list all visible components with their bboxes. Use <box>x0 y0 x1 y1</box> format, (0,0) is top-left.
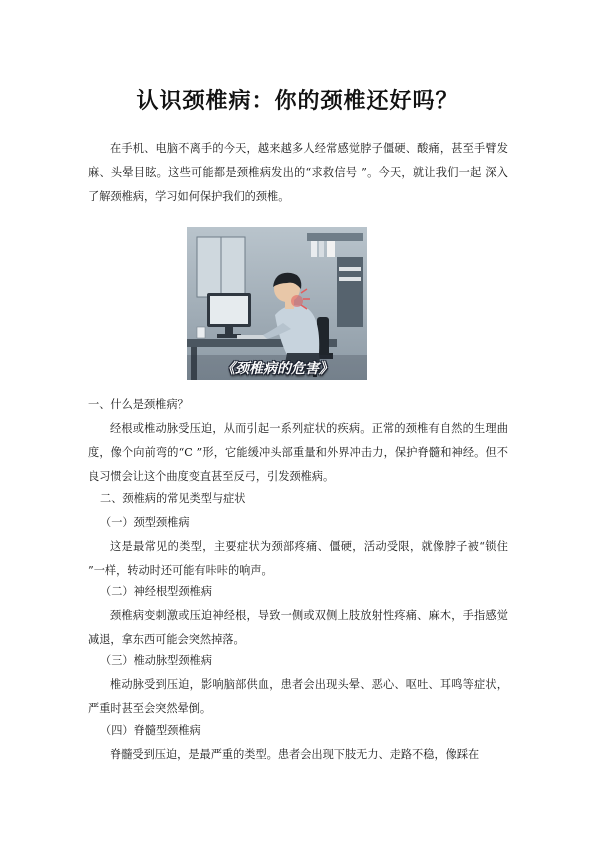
subsection-heading-4: （四）脊髓型颈椎病 <box>100 724 201 737</box>
subsection-heading-2: （二）神经根型颈椎病 <box>100 585 212 598</box>
subsection-3-body: 椎动脉受到压迫，影响脑部供血，患者会出现头晕、恶心、呕吐、耳鸣等症状，严重时甚至会突然晕倒。 <box>88 678 508 715</box>
article-illustration <box>187 227 367 380</box>
illustration-caption: 《颈椎病的危害》 <box>221 361 333 377</box>
section-1-body: 经根或椎动脉受压迫，从而引起一系列症状的疾病。正常的颈椎有自然的生理曲度，像个向前弯的“C ”形，它能缓冲头部重量和外界冲击力，保护脊髓和神经。但不良习惯会让这个曲度变直甚至反弓，引发颈椎病。 <box>88 422 508 483</box>
subsection-2-body: 颈椎病变刺激或压迫神经根，导致一侧或双侧上肢放射性疼痛、麻木，手指感觉减退，拿东西可能会突然掉落。 <box>88 609 508 646</box>
section-heading-2: 二、颈椎病的常见类型与症状 <box>100 492 246 505</box>
document-title: 认识颈椎病：你的颈椎还好吗？ <box>136 88 459 114</box>
subsection-1-body: 这是最常见的类型，主要症状为颈部疼痛、僵硬，活动受限，就像脖子被“锁住 ”一样，转动时还可能有咔咔的响声。 <box>88 540 508 577</box>
subsection-heading-1: （一）颈型颈椎病 <box>100 516 190 529</box>
subsection-4-body: 脊髓受到压迫，是最严重的类型。患者会出现下肢无力、走路不稳，像踩在 <box>110 748 480 761</box>
subsection-heading-3: （三）椎动脉型颈椎病 <box>100 654 212 667</box>
section-heading-1: 一、什么是颈椎病？ <box>88 398 189 411</box>
intro-paragraph: 在手机、电脑不离手的今天，越来越多人经常感觉脖子僵硬、酸痛，甚至手臂发 麻、头晕目眩。这些可能都是颈椎病发出的“求救信号 ”。今天，就让我们一起 深入了解颈椎病，学习如何保护我们的颈椎。 <box>88 142 508 203</box>
